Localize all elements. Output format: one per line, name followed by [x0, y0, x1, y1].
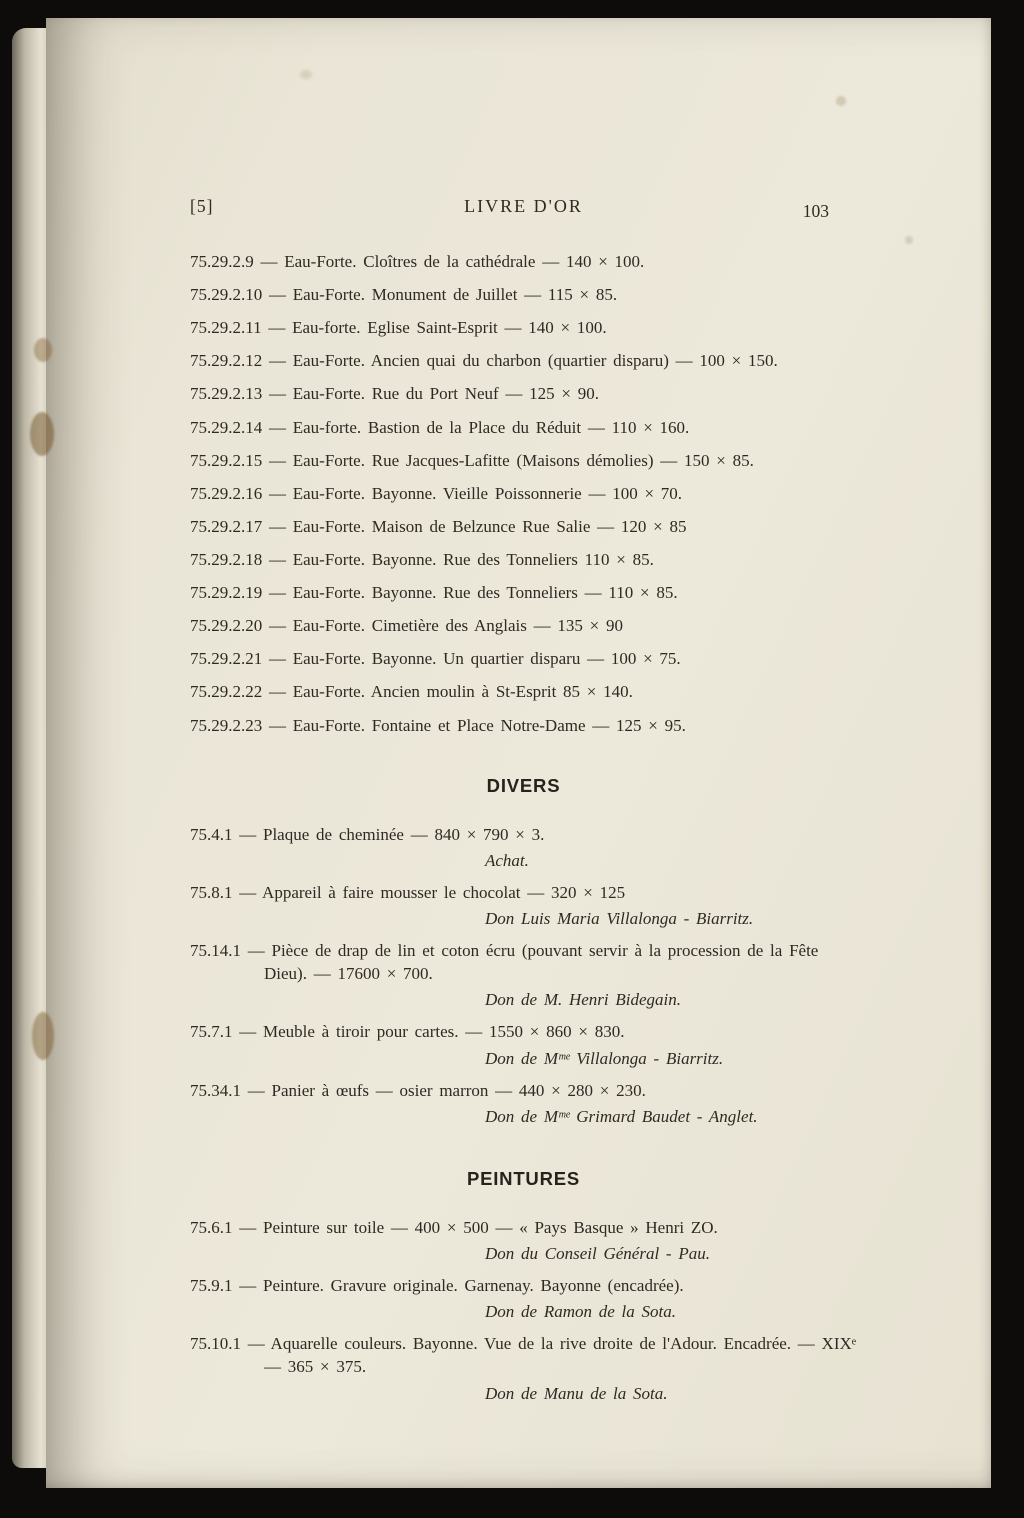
catalog-entry — [190, 614, 857, 637]
entry-text: — Eau-Forte. Monument de Juillet — 115 × 85. — [269, 285, 618, 305]
entry-id: 75.29.2.18 — [190, 549, 263, 569]
entry-id: 75.4.1 — [190, 824, 233, 844]
entry-text: — Panier à œufs — osier marron — 440 × 280 × 230. — [247, 1080, 646, 1100]
page-number: 103 — [802, 201, 829, 221]
catalog-entry — [190, 1274, 857, 1297]
entry-text: — Pièce de drap de lin et coton écru (pouvant servir à la procession de la Fête Dieu). — 17600 × 700. — [247, 941, 819, 984]
entry-text: — Eau-Forte. Cimetière des Anglais — 135 × 90 — [269, 616, 623, 636]
entry-id: 75.7.1 — [190, 1022, 233, 1042]
entry-text: — Meuble à tiroir pour cartes. — 1550 × 860 × 830. — [239, 1022, 625, 1042]
catalog-entry — [190, 283, 857, 306]
entry-id: 75.29.2.12 — [190, 351, 263, 371]
entry-id: 75.8.1 — [190, 882, 233, 902]
entry-id: 75.10.1 — [190, 1334, 241, 1354]
entry-text: — Eau-Forte. Bayonne. Rue des Tonneliers — 110 × 85. — [269, 583, 678, 603]
entry-text: — Eau-Forte. Rue du Port Neuf — 125 × 90. — [269, 384, 600, 404]
donation-credit: Don du Conseil Général - Pau. — [485, 1243, 710, 1263]
etchings-list — [190, 250, 857, 737]
donation-credit: Don Luis Maria Villalonga - Biarritz. — [485, 908, 754, 928]
entry-id: 75.9.1 — [190, 1276, 233, 1296]
entry-id: 75.29.2.9 — [190, 252, 254, 271]
catalog-entry — [190, 680, 857, 703]
catalog-entry — [190, 349, 857, 372]
entry-text: — Eau-Forte. Cloîtres de la cathédrale — 140 × 100. — [260, 252, 645, 271]
catalog-entry — [190, 581, 857, 604]
entry-text: — Eau-Forte. Rue Jacques-Lafitte (Maisons démolies) — 150 × 85. — [269, 450, 754, 470]
section-heading: PEINTURES — [466, 1167, 581, 1189]
catalog-entry — [190, 823, 857, 846]
book-page — [46, 18, 991, 1488]
catalog-entry — [190, 939, 857, 985]
page-header — [190, 196, 857, 222]
entry-id: 75.29.2.10 — [190, 285, 263, 305]
entry-text: — Eau-Forte. Fontaine et Place Notre-Dame — 125 × 95. — [269, 715, 686, 735]
catalog-entry — [190, 881, 857, 904]
section-divers — [190, 775, 857, 1128]
catalog-entry — [190, 449, 857, 472]
catalog-entry — [190, 515, 857, 538]
section-peintures — [190, 1168, 857, 1405]
entry-text: — Peinture sur toile — 400 × 500 — « Pays Basque » Henri ZO. — [239, 1217, 718, 1237]
catalog-entry — [190, 714, 857, 737]
entry-id: 75.29.2.22 — [190, 682, 263, 702]
catalog-entry — [190, 1079, 857, 1102]
donation-credit: Don de Manu de la Sota. — [485, 1383, 668, 1403]
donation-credit: Don de M. Henri Bidegain. — [485, 990, 682, 1010]
entry-text: — Plaque de cheminée — 840 × 790 × 3. — [239, 824, 545, 844]
entry-id: 75.29.2.14 — [190, 417, 263, 437]
entry-text: — Eau-Forte. Bayonne. Rue des Tonneliers 110 × 85. — [269, 549, 654, 569]
entry-text: — Eau-Forte. Ancien moulin à St-Esprit 85 × 140. — [269, 682, 633, 702]
entry-text: — Eau-Forte. Maison de Belzunce Rue Salie — 120 × 85 — [269, 516, 687, 536]
entry-text: — Eau-forte. Eglise Saint-Esprit — 140 × 100. — [268, 318, 607, 338]
entry-id: 75.29.2.13 — [190, 384, 263, 404]
catalog-entry — [190, 1020, 857, 1043]
entry-id: 75.34.1 — [190, 1080, 241, 1100]
entry-id: 75.14.1 — [190, 941, 241, 961]
catalog-entry — [190, 250, 857, 273]
entry-text: — Eau-Forte. Ancien quai du charbon (quartier disparu) — 100 × 150. — [269, 351, 778, 371]
entry-id: 75.29.2.11 — [190, 318, 262, 338]
catalog-entry — [190, 647, 857, 670]
catalog-entry — [190, 1332, 857, 1378]
entry-id: 75.29.2.23 — [190, 715, 263, 735]
section-bracket-number: [5] — [190, 196, 214, 216]
entry-text: — Appareil à faire mousser le chocolat — 320 × 125 — [239, 882, 626, 902]
entry-id: 75.6.1 — [190, 1217, 233, 1237]
entry-id: 75.29.2.16 — [190, 483, 263, 503]
donation-credit: Don de Ramon de la Sota. — [485, 1302, 676, 1322]
entry-id: 75.29.2.15 — [190, 450, 263, 470]
book-binding-edge — [12, 28, 48, 1468]
entry-text: — Eau-Forte. Bayonne. Un quartier disparu — 100 × 75. — [269, 649, 681, 669]
donation-credit: Don de Mᵐᵉ Villalonga - Biarritz. — [485, 1048, 724, 1068]
donation-credit: Achat. — [485, 850, 529, 870]
entry-id: 75.29.2.20 — [190, 616, 263, 636]
entry-id: 75.29.2.21 — [190, 649, 263, 669]
entry-text: — Peinture. Gravure originale. Garnenay. Bayonne (encadrée). — [239, 1276, 684, 1296]
entry-id: 75.29.2.17 — [190, 516, 263, 536]
catalog-entry — [190, 482, 857, 505]
entry-text: — Aquarelle couleurs. Bayonne. Vue de la rive droite de l'Adour. Encadrée. — XIXᵉ — 365 × 375. — [247, 1334, 857, 1377]
entry-id: 75.29.2.19 — [190, 583, 263, 603]
catalog-entry — [190, 382, 857, 405]
book-title: LIVRE D'OR — [464, 196, 583, 216]
entry-text: — Eau-forte. Bastion de la Place du Réduit — 110 × 160. — [269, 417, 690, 437]
catalog-entry — [190, 316, 857, 339]
entry-text: — Eau-Forte. Bayonne. Vieille Poissonnerie — 100 × 70. — [269, 483, 683, 503]
catalog-entry — [190, 416, 857, 439]
donation-credit: Don de Mᵐᵉ Grimard Baudet - Anglet. — [485, 1106, 758, 1126]
section-heading: DIVERS — [486, 774, 561, 796]
catalog-entry — [190, 1216, 857, 1239]
catalog-entry — [190, 548, 857, 571]
